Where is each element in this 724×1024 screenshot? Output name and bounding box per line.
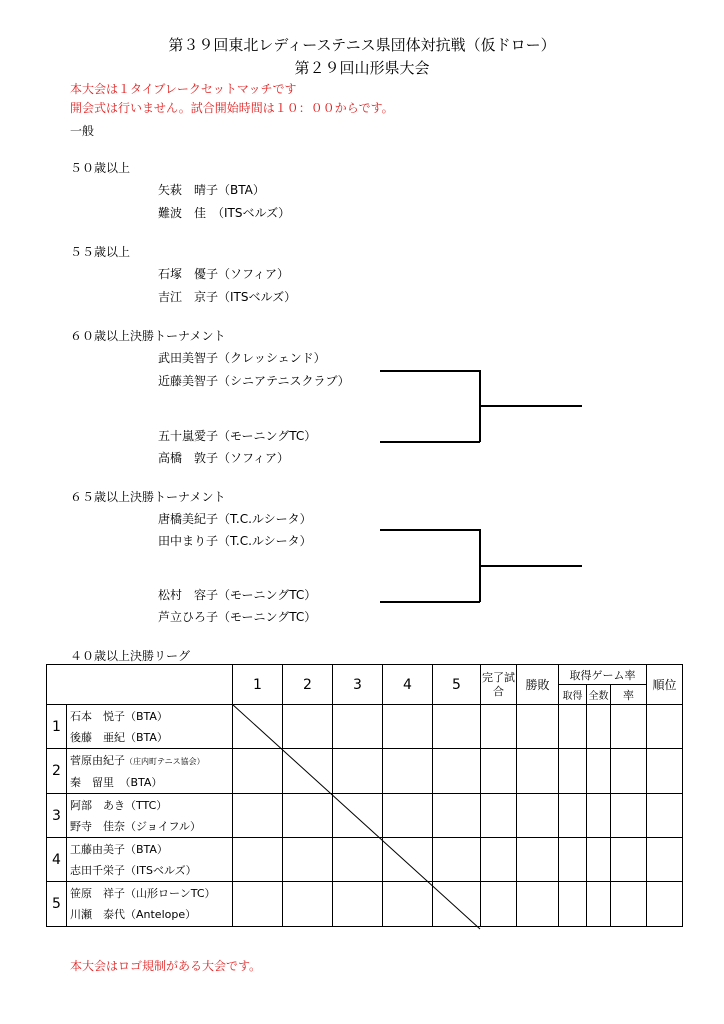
player-name: 石本 悦子（BTA） (70, 709, 168, 723)
col-obtained: 取得 (559, 685, 587, 705)
team-number: 4 (47, 838, 67, 882)
player-name: 志田千栄子（ITSベルズ） (70, 863, 197, 877)
player-name: 工藤由美子（BTA） (70, 842, 168, 856)
footer-notice: 本大会はロゴ規制がある大会です。 (70, 959, 262, 973)
player-name: 近藤美智子（シニアテニスクラブ） (158, 374, 350, 388)
player-name: 菅原由紀子 (70, 753, 125, 767)
category-general: 一般 (70, 124, 95, 138)
player-name: 唐橋美紀子（T.C.ルシータ） (158, 512, 312, 526)
player-name: 石塚 優子（ソフィア） (158, 267, 290, 281)
col-winloss: 勝敗 (517, 665, 559, 705)
player-name: 川瀬 泰代（Antelope） (70, 908, 197, 921)
team-number: 2 (47, 749, 67, 794)
section-65-label: ６５歳以上決勝トーナメント (70, 490, 226, 504)
notice-tiebreak: 本大会は１タイブレークセットマッチです (70, 82, 297, 96)
col-header: 4 (383, 665, 433, 705)
section-60-label: ６０歳以上決勝トーナメント (70, 329, 226, 343)
player-name: 芦立ひろ子（モーニングTC） (158, 610, 317, 624)
player-name: 笹原 祥子（山形ローンTC） (70, 887, 216, 900)
player-name: 阿部 あき（TTC） (70, 798, 168, 812)
section-50-label: ５０歳以上 (70, 161, 131, 175)
player-name: 後藤 亜紀（BTA） (70, 730, 168, 744)
page-subtitle: 第２９回山形県大会 (294, 59, 430, 77)
player-name: 五十嵐愛子（モーニングTC） (158, 429, 317, 443)
player-name: 矢萩 晴子（BTA） (158, 183, 265, 197)
player-name: 秦 留里 （BTA） (70, 775, 163, 789)
col-header: 3 (333, 665, 383, 705)
team-number: 5 (47, 882, 67, 927)
player-club: （庄内町テニス協会） (125, 756, 205, 766)
player-name: 松村 容子（モーニングTC） (158, 588, 317, 602)
col-rank: 順位 (647, 665, 683, 705)
league-label: ４０歳以上決勝リーグ (70, 649, 191, 663)
col-header: 1 (233, 665, 283, 705)
col-header: 2 (283, 665, 333, 705)
team-number: 3 (47, 794, 67, 838)
page-title: 第３９回東北レディーステニス県団体対抗戦（仮ドロー） (168, 36, 556, 54)
col-total: 全数 (587, 685, 611, 705)
player-name: 難波 佳 （ITSベルズ） (158, 206, 291, 220)
team-number: 1 (47, 705, 67, 749)
player-name: 田中まり子（T.C.ルシータ） (158, 534, 312, 548)
player-name: 吉江 京子（ITSベルズ） (158, 290, 297, 304)
col-header: 5 (433, 665, 481, 705)
player-name: 武田美智子（クレッシェンド） (158, 351, 326, 365)
col-complete: 完了試合 (481, 665, 517, 705)
notice-start-time: 開会式は行いません。試合開始時間は１０：００からです。 (70, 101, 394, 115)
player-name: 高橋 敦子（ソフィア） (158, 451, 290, 465)
col-rate-group: 取得ゲーム率 (559, 665, 647, 685)
player-name: 野寺 佳奈（ジョイフル） (70, 819, 202, 833)
section-55-label: ５５歳以上 (70, 245, 131, 259)
col-rate: 率 (611, 685, 647, 705)
